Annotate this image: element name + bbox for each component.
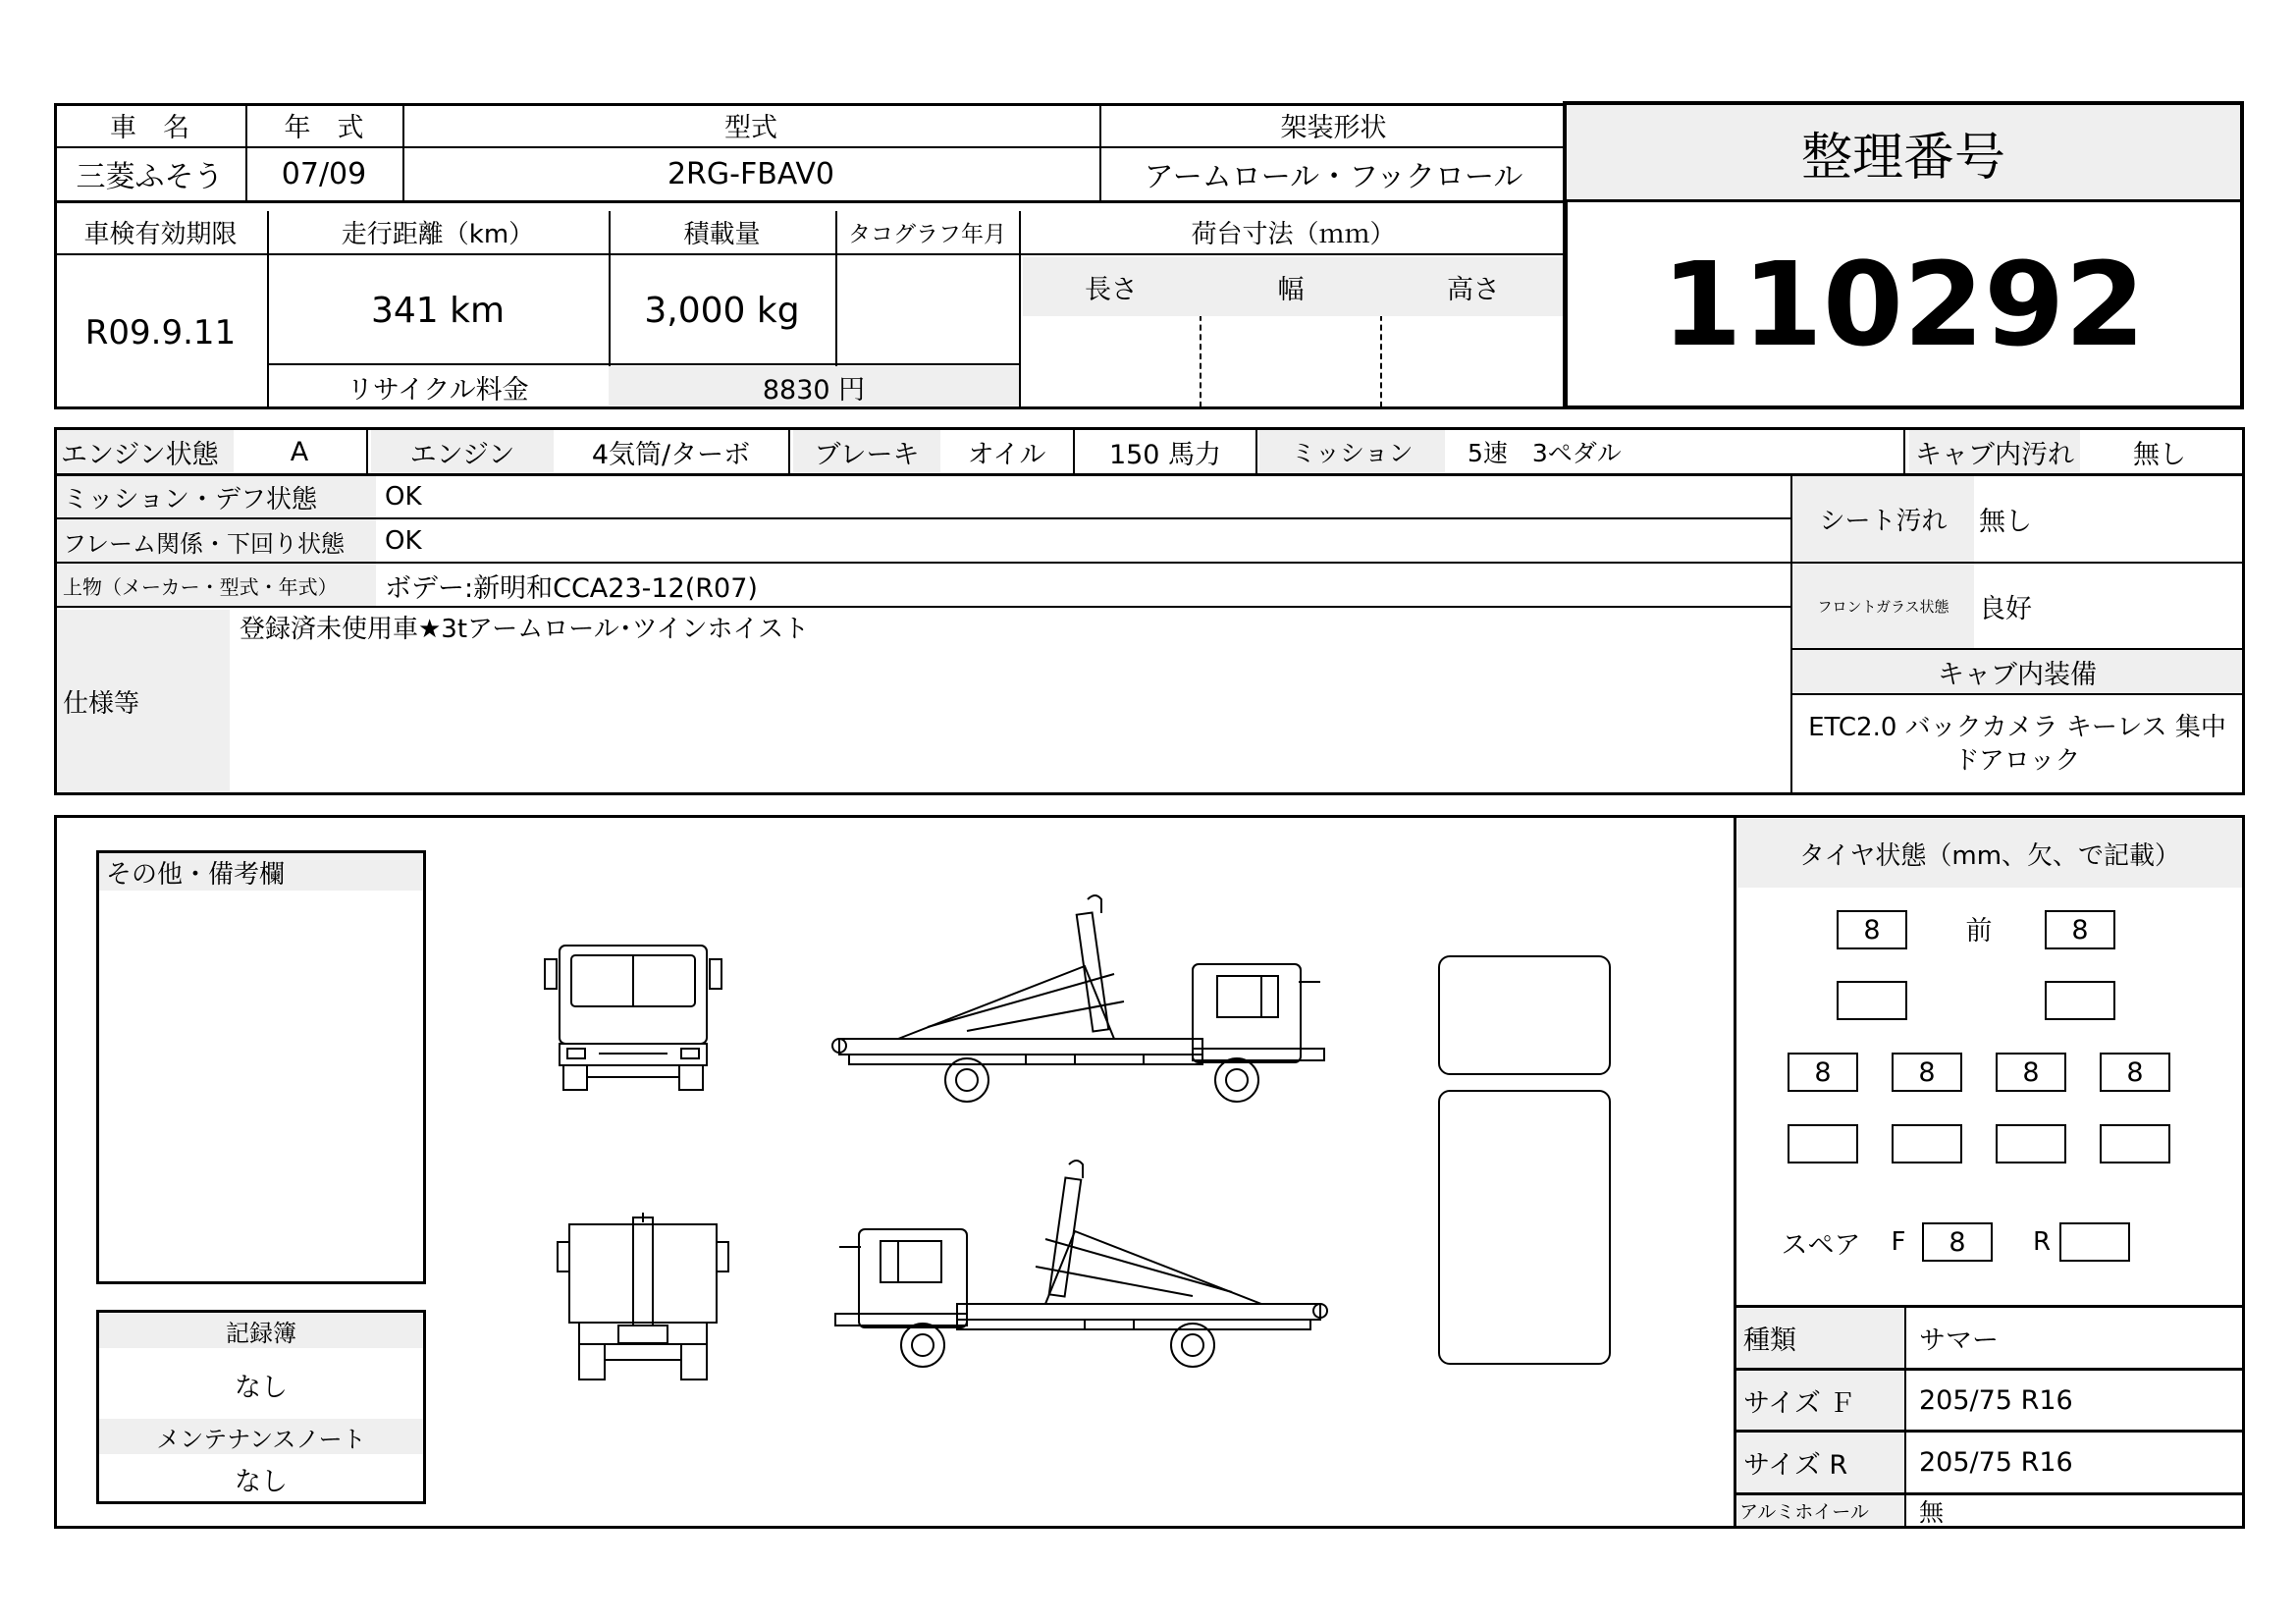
seat-dirt-label: シート汚れ	[1819, 506, 1948, 536]
header-bed-dimensions: 荷台寸法（ｍｍ）	[1191, 220, 1396, 249]
windshield: 良好	[1979, 593, 2032, 624]
dim-width-label: 幅	[1277, 274, 1305, 305]
spec-label: 仕様等	[63, 688, 140, 719]
tire-rear-1b	[1788, 1124, 1858, 1163]
alumi-wheel: 無	[1919, 1497, 1945, 1527]
inspection-expiry: R09.9.11	[84, 312, 237, 352]
tire-front-left: 8	[1837, 910, 1907, 949]
vehicle-body-type: アームロール・フックロール	[1144, 160, 1523, 194]
tire-rear-2b	[1892, 1124, 1962, 1163]
tire-spare-r	[2059, 1222, 2130, 1262]
cab-equipment: ETC2.0 バックカメラ キーレス 集中ドアロック	[1808, 713, 2226, 776]
spare-f-label: F	[1891, 1227, 1906, 1257]
notes-box	[96, 850, 426, 1284]
management-number: 110292	[1661, 237, 2146, 372]
mission: 5速 3ペダル	[1468, 439, 1622, 467]
frame-label: フレーム関係・下回り状態	[63, 529, 346, 558]
brake: オイル	[967, 439, 1046, 470]
mission-diff: OK	[385, 482, 422, 512]
tire-type: サマー	[1919, 1325, 1999, 1356]
seat-dirt: 無し	[1979, 506, 2032, 537]
header-inspection: 車検有効期限	[83, 220, 238, 249]
engine-state: A	[290, 436, 309, 467]
truck-side-view-left	[829, 1159, 1330, 1375]
maintenance-note: なし	[235, 1466, 288, 1497]
load-capacity: 3,000 kg	[644, 290, 800, 331]
mileage: 341 km	[370, 290, 506, 331]
tachograph-date	[835, 257, 1019, 363]
vehicle-name: 三菱ふそう	[76, 160, 224, 194]
tire-rear-2: 8	[1892, 1053, 1962, 1092]
header-tachograph: タコグラフ年月	[848, 222, 1006, 247]
cab-equipment-label: キャブ内装備	[1938, 659, 2097, 690]
tire-front-left-2	[1837, 981, 1907, 1020]
tire-size-r: 205/75 R16	[1919, 1447, 2073, 1478]
truck-front-view	[540, 938, 726, 1095]
truck-top-view-bed	[1438, 1090, 1611, 1365]
tire-rear-1: 8	[1788, 1053, 1858, 1092]
header-body-type: 架装形状	[1280, 112, 1387, 143]
tire-rear-4b	[2100, 1124, 2170, 1163]
tire-rear-3: 8	[1996, 1053, 2066, 1092]
upper-body: ボデー:新明和CCA23-12(R07)	[385, 572, 758, 604]
header-vehicle-name: 車 名	[110, 112, 189, 143]
tire-front-right-2	[2045, 981, 2115, 1020]
spec: 登録済未使用車★3tアームロール･ツインホイスト	[240, 614, 810, 644]
management-number-label: 整理番号	[1800, 128, 2005, 188]
truck-side-view-right	[829, 893, 1330, 1109]
engine-label: エンジン	[409, 439, 515, 470]
record-book: なし	[235, 1372, 288, 1403]
tire-size-f-label: サイズ Ｆ	[1743, 1387, 1856, 1419]
header-model: 型式	[724, 112, 777, 143]
dim-height-label: 高さ	[1447, 274, 1500, 305]
windshield-label: フロントガラス状態	[1817, 597, 1949, 616]
tire-size-f: 205/75 R16	[1919, 1384, 2073, 1416]
truck-top-view-cab	[1438, 955, 1611, 1075]
notes-label: その他・備考欄	[106, 859, 286, 890]
engine: 4気筒/ターボ	[591, 439, 751, 470]
tire-spare-f: 8	[1922, 1222, 1993, 1262]
tire-rear-4: 8	[2100, 1053, 2170, 1092]
tire-type-label: 種類	[1743, 1325, 1796, 1356]
header-load: 積載量	[683, 220, 761, 249]
cab-dirt-label: キャブ内汚れ	[1915, 439, 2074, 470]
vehicle-year: 07/09	[281, 156, 367, 191]
dim-length-label: 長さ	[1085, 274, 1138, 305]
spare-r-label: R	[2032, 1227, 2052, 1257]
header-mileage: 走行距離（km）	[341, 220, 535, 249]
tire-rear-3b	[1996, 1124, 2066, 1163]
mission-diff-label: ミッション・デフ状態	[63, 484, 317, 514]
spare-label: スペア	[1781, 1229, 1861, 1261]
cab-dirt: 無し	[2133, 439, 2186, 470]
brake-label: ブレーキ	[814, 439, 920, 470]
front-label: 前	[1965, 915, 1993, 947]
vehicle-model: 2RG-FBAV0	[667, 156, 835, 191]
mission-label: ミッション	[1291, 439, 1414, 467]
recycle-label: リサイクル料金	[347, 374, 529, 406]
horsepower: 150 馬力	[1108, 439, 1222, 470]
maintenance-note-label: メンテナンスノート	[156, 1425, 366, 1453]
truck-rear-view	[550, 1213, 736, 1384]
tire-condition-title: タイヤ状態（mm、欠、で記載）	[1798, 840, 2181, 871]
tire-front-right: 8	[2045, 910, 2115, 949]
upper-body-label: 上物（メーカー・型式・年式）	[63, 574, 338, 599]
header-year: 年 式	[284, 112, 364, 143]
alumi-wheel-label: アルミホイール	[1739, 1501, 1869, 1523]
tire-size-r-label: サイズ R	[1743, 1450, 1848, 1481]
record-book-label: 記録簿	[226, 1319, 296, 1347]
recycle-fee: 8830 円	[762, 374, 866, 406]
frame: OK	[385, 526, 422, 556]
engine-state-label: エンジン状態	[61, 439, 219, 470]
